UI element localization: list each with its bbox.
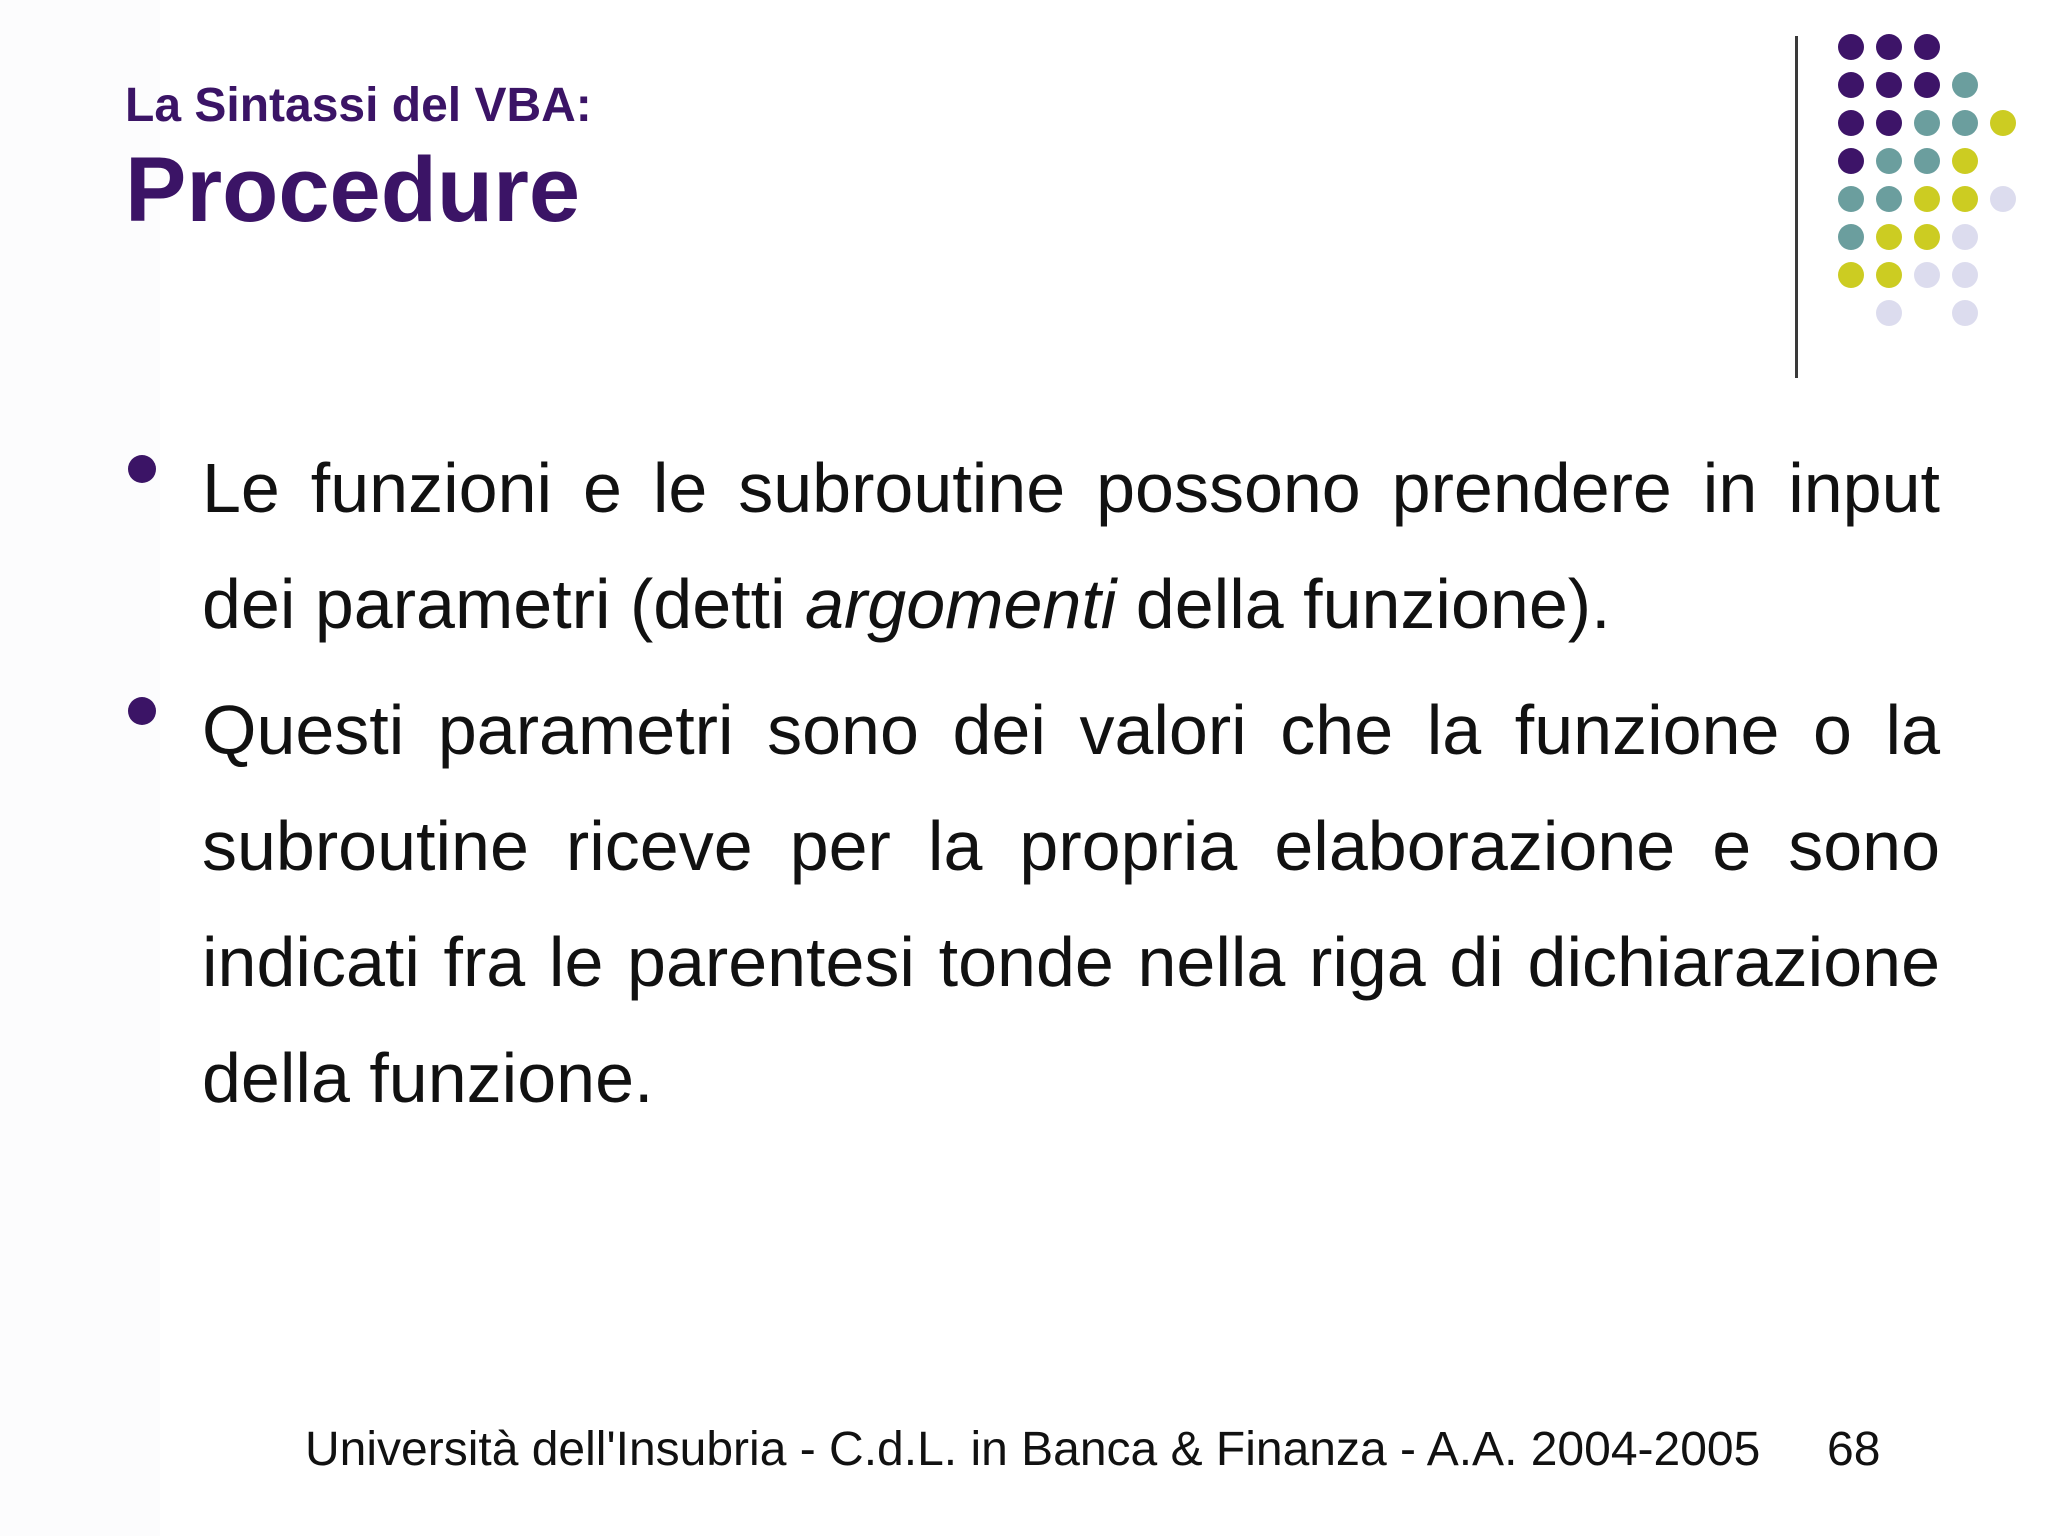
decorative-dot (1876, 148, 1902, 174)
decorative-dot (1838, 186, 1864, 212)
decorative-dot (1952, 224, 1978, 250)
decorative-dot (1876, 186, 1902, 212)
bullet-text: Questi parametri sono dei valori che la funzione o la subroutine riceve per la propria elaborazione e sono indicati fra le parentesi tonde nella riga di dichiarazione della funzione. (202, 691, 1940, 1117)
decorative-dot (1876, 34, 1902, 60)
decorative-dot (1838, 72, 1864, 98)
decorative-dot (1914, 186, 1940, 212)
bullet-text-emphasis: argomenti (805, 565, 1117, 643)
decorative-dot (1952, 300, 1978, 326)
decorative-dot (1914, 224, 1940, 250)
bullet-dot-icon (128, 697, 156, 725)
decorative-dot (1876, 110, 1902, 136)
decorative-dot (1838, 224, 1864, 250)
bullet-text-part: della funzione). (1116, 565, 1611, 643)
decorative-dot (1990, 110, 2016, 136)
page-number: 68 (1827, 1423, 1881, 1476)
decorative-dot (1876, 72, 1902, 98)
decorative-dot (1952, 72, 1978, 98)
decorative-dot (1838, 148, 1864, 174)
decorative-dot (1990, 186, 2016, 212)
decorative-dot (1838, 262, 1864, 288)
vertical-divider (1795, 36, 1798, 378)
decorative-dot (1952, 262, 1978, 288)
decorative-dot (1876, 262, 1902, 288)
bullet-text (202, 430, 1940, 662)
decorative-dot (1914, 110, 1940, 136)
slide-subtitle: La Sintassi del VBA: (125, 79, 592, 132)
bullet-text-part: Le funzioni e le subroutine possono prendere in input dei parametri (detti (202, 449, 1940, 643)
slide-title: Procedure (125, 139, 581, 241)
decorative-dot (1952, 148, 1978, 174)
decorative-dot (1914, 148, 1940, 174)
decorative-dot (1952, 186, 1978, 212)
bullet-item (120, 672, 1940, 1136)
decorative-dot (1838, 110, 1864, 136)
decorative-dot (1914, 34, 1940, 60)
bullet-list (120, 430, 1940, 1146)
decorative-dot (1914, 72, 1940, 98)
bullet-dot-icon (128, 455, 156, 483)
bullet-item (120, 430, 1940, 662)
decorative-dot (1838, 34, 1864, 60)
decorative-dot (1876, 224, 1902, 250)
decorative-dot (1876, 300, 1902, 326)
decorative-dot (1952, 110, 1978, 136)
decorative-dot-grid (1838, 34, 2018, 334)
decorative-dot (1914, 262, 1940, 288)
slide-footer: Università dell'Insubria - C.d.L. in Banca & Finanza - A.A. 2004-2005 (305, 1423, 1761, 1476)
